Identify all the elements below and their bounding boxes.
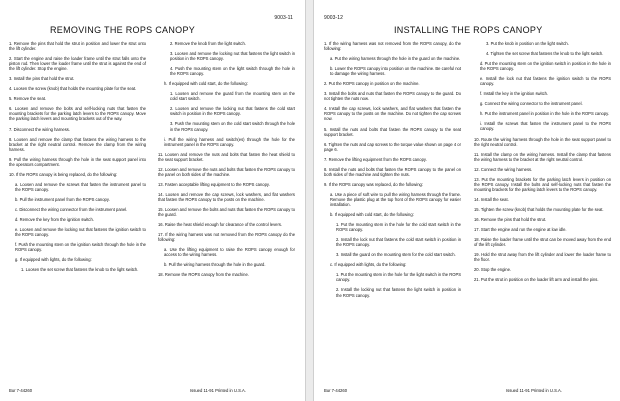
instruction-step: b. Lower the ROPS canopy into position on the machine. Be careful not to damage the wiring harness. — [330, 66, 461, 77]
instruction-step: 5. Remove the seat. — [9, 96, 47, 102]
instruction-step: 15. Tighten the screw (knob) that holds the mounting plate for the seat. — [474, 206, 604, 212]
footer-issued: Issued 11-91 Printed in U.S.A. — [506, 388, 563, 393]
instruction-step: 2. Remove the knob from the light switch. — [170, 41, 246, 46]
instruction-step: 18. Raise the loader frame until the strut can be moved away from the end of the lift cylinder. — [474, 237, 611, 248]
instruction-step: e. Install the lock nut that fastens the ignition switch to the ROPS canopy. — [480, 76, 611, 87]
instruction-step: 6. Loosen and remove the bolts and self-locking nuts that fasten the mounting brackets for the parking latch levers to the ROPS canopy. Move the parking latch levers and mounting brackets out of the way. — [9, 106, 146, 122]
instruction-step: 8. Loosen and remove the clamp that fastens the wiring harness to the bracket at the right neutral control. Remove the clamp from the wiring harness. — [9, 136, 146, 152]
instruction-step: a. Loosen and remove the screws that fasten the instrument panel to the ROPS canopy. — [15, 181, 146, 192]
text-column-left — [9, 41, 146, 277]
instruction-step: 4. Loosen the screw (knob) that holds the mounting plate for the seat. — [9, 86, 137, 92]
instruction-step: i. Pull the wiring harness and switch(es) through the hole for the instrument panel in the ROPS canopy. — [164, 136, 295, 147]
instruction-step: f. Install the key in the ignition switch. — [480, 91, 549, 97]
instruction-step: 17. If the wiring harness was not removed from the ROPS canopy do the following: — [158, 232, 295, 243]
instruction-step: 2. Install the lock nut that fastens the cold start switch in position in the ROPS canopy. — [336, 237, 461, 248]
instruction-step: a. Put the wiring harness through the hole in the guard on the machine. — [330, 56, 461, 62]
instruction-step: 15. Loosen and remove the bolts and nuts that fasten the ROPS canopy to the guard. — [158, 206, 295, 218]
instruction-step: a. Use the lifting equipment to raise the ROPS canopy enough for access to the wiring harness. — [164, 247, 295, 258]
instruction-step: 13. Fasten acceptable lifting equipment to the ROPS canopy. — [158, 181, 270, 187]
instruction-step: 14. Install the seat. — [474, 196, 509, 202]
instruction-step: c. If equipped with lights, do the following: — [330, 262, 407, 268]
page-title: INSTALLING THE ROPS CANOPY — [394, 25, 543, 35]
instruction-step: 3. Loosen and remove the locking nut that fastens the light switch in position in the ROPS canopy. — [170, 51, 295, 62]
instruction-step: 3. Put the knob in position on the light switch. — [486, 41, 569, 46]
instruction-step: 17. Start the engine and run the engine at low idle. — [474, 227, 567, 233]
instruction-step: b. If equipped with cold start, do the following: — [330, 212, 414, 218]
page-number: 9003-11 — [274, 15, 293, 21]
instruction-step: 14. Loosen and remove the cap screws, lock washers, and flat washers that fasten the ROPS canopy to the posts on the machine. — [158, 191, 295, 202]
instruction-step: 13. Put the mounting brackets for the parking latch levers in position on the ROPS canopy. Install the bolts and self-locking nuts that fasten the mounting brackets for the parking latch levers to the ROPS canopy. — [474, 176, 611, 192]
instruction-step: i. Install the screws that fasten the instrument panel to the ROPS canopy. — [480, 121, 611, 132]
instruction-step: e. Loosen and remove the locking nut that fastens the ignition switch to the ROPS canopy. — [15, 227, 146, 238]
instruction-step: h. Put the instrument panel in position in the hole in the ROPS canopy. — [480, 111, 610, 117]
text-column-left — [324, 41, 461, 303]
instruction-step: a. Use a piece of soft wire to pull the wiring harness through the frame. Remove the plastic plug at the top front of the ROPS canopy for easier installation. — [330, 191, 461, 207]
instruction-step: 1. Loosen the set screw that fastens the knob to the light switch. — [21, 267, 139, 273]
instruction-step: d. Remove the key from the ignition switch. — [15, 217, 94, 223]
left-page — [0, 0, 306, 401]
instruction-step: 3. Push the mounting stem on the cold start switch through the hole in the ROPS canopy. — [170, 121, 295, 132]
instruction-step: 21. Put the strut in position on the loader lift arm and install the pins. — [474, 277, 599, 283]
right-page — [313, 0, 619, 401]
instruction-step: 20. Stop the engine. — [474, 267, 512, 273]
instruction-step: 16. Remove the pins that hold the strut. — [474, 216, 547, 222]
instruction-step: 3. Install the pins that hold the strut. — [9, 76, 75, 82]
instruction-step: 4. Tighten the set screw that fastens the knob to the light switch. — [486, 51, 604, 57]
instruction-step: 2. Install the locking nut that fastens the light switch in position in the ROPS canopy. — [336, 287, 461, 298]
instruction-step: 3. Install the bolts and nuts that fasten the ROPS canopy to the guard. Do not tighten the nuts now. — [324, 91, 461, 102]
instruction-step: 1. If the wiring harness was not removed from the ROPS canopy, do the following: — [324, 41, 461, 52]
instruction-step: 12. Connect the wiring harness. — [474, 166, 533, 172]
instruction-step: f. Push the mounting stem on the ignition switch through the hole in the ROPS canopy. — [15, 242, 146, 253]
page-number: 9003-12 — [324, 15, 344, 21]
instruction-step: 7. Remove the lifting equipment from the ROPS canopy. — [324, 156, 427, 162]
instruction-step: 1. Loosen and remove the guard from the mounting stem on the cold start switch. — [170, 91, 295, 102]
instruction-step: 18. Remove the ROPS canopy from the machine. — [158, 272, 249, 278]
instruction-step: 12. Loosen and remove the nuts and bolts that fasten the ROPS canopy to the panel on both sides of the machine. — [158, 166, 295, 177]
instruction-step: c. Disconnect the wiring connector from the instrument panel. — [15, 206, 128, 212]
binding-gutter — [306, 0, 313, 401]
instruction-step: 11. Install the clamp on the wiring harness. Install the clamp that fastens the wiring harness to the bracket at the right neutral control. — [474, 151, 611, 162]
instruction-step: g. If equipped with lights, do the following: — [15, 257, 92, 263]
instruction-step: 19. Hold the strut away from the lift cylinder and lower the loader frame to the floor. — [474, 252, 611, 263]
page-title: REMOVING THE ROPS CANOPY — [50, 25, 196, 35]
footer-code: Bur 7-44260 — [324, 388, 348, 393]
instruction-step: 11. Loosen and remove the nuts and bolts that fasten the heat shield to the seat support bracket. — [158, 151, 295, 162]
instruction-step: 9. Pull the wiring harness through the hole in the seat support panel into the operators compartment. — [9, 156, 146, 167]
instruction-step: 1. Put the mounting stem in the hole for the light switch in the ROPS canopy. — [336, 272, 461, 283]
instruction-step: 7. Disconnect the wiring harness. — [9, 126, 70, 132]
instruction-step: 1. Remove the pins that hold the strut in position and lower the strut onto the lift cylinder. — [9, 41, 146, 52]
instruction-step: b. Pull the instrument panel from the ROPS canopy. — [15, 196, 110, 202]
instruction-step: 16. Raise the heat shield enough for clearance of the control levers. — [158, 222, 283, 228]
instruction-step: 10. Route the wiring harness through the hole in the seat support panel to the right neutral control. — [474, 136, 611, 147]
instruction-step: 9. If the ROPS canopy was replaced, do the following: — [324, 181, 423, 187]
instruction-step: 1. Put the mounting stem in the hole for the cold start switch in the ROPS canopy. — [336, 222, 461, 233]
footer-issued: Issued 11-91 Printed in U.S.A. — [190, 388, 247, 393]
instruction-step: 2. Loosen and remove the locking nut that fastens the cold start switch in position in the ROPS canopy. — [170, 106, 295, 117]
instruction-step: 5. Install the nuts and bolts that fasten the ROPS canopy to the seat support bracket. — [324, 126, 461, 137]
instruction-step: 8. Install the nuts and bolts that fasten the ROPS canopy to the panel on both sides of the machine and tighten the nuts. — [324, 166, 461, 177]
instruction-step: h. If equipped with cold start, do the following: — [164, 81, 248, 87]
instruction-step: d. Put the mounting stem on the ignition switch in position in the hole in the ROPS canopy. — [480, 61, 611, 72]
instruction-step: b. Pull the wiring harness through the hole in the guard. — [164, 262, 266, 268]
instruction-step: 3. Install the guard on the mounting stem for the cold start switch. — [336, 252, 456, 258]
text-column-right — [158, 41, 295, 282]
instruction-step: 4. Push the mounting stem on the light switch through the hole in the ROPS canopy. — [170, 66, 295, 77]
instruction-step: 2. Put the ROPS canopy in position on the machine. — [324, 81, 420, 87]
instruction-step: 6. Tighten the nuts and cap screws to the torque value shown on page 4 or page 6. — [324, 141, 461, 152]
text-column-right — [474, 41, 611, 287]
instruction-step: 2. Start the engine and raise the loader frame until the strut falls onto the piston rod. Then lower the loader frame until the strut is against the end of the lift cylinder. Stop the engine. — [9, 56, 146, 72]
footer-code: Bur 7-44260 — [9, 388, 33, 393]
instruction-step: g. Connect the wiring connector to the instrument panel. — [480, 101, 583, 107]
instruction-step: 4. Install the cap screws, lock washers, and flat washers that fasten the ROPS canopy to the posts on the machine. Do not tighten the cap screws now. — [324, 106, 461, 122]
instruction-step: 10. If the ROPS canopy is being replaced, do the following: — [9, 171, 118, 177]
